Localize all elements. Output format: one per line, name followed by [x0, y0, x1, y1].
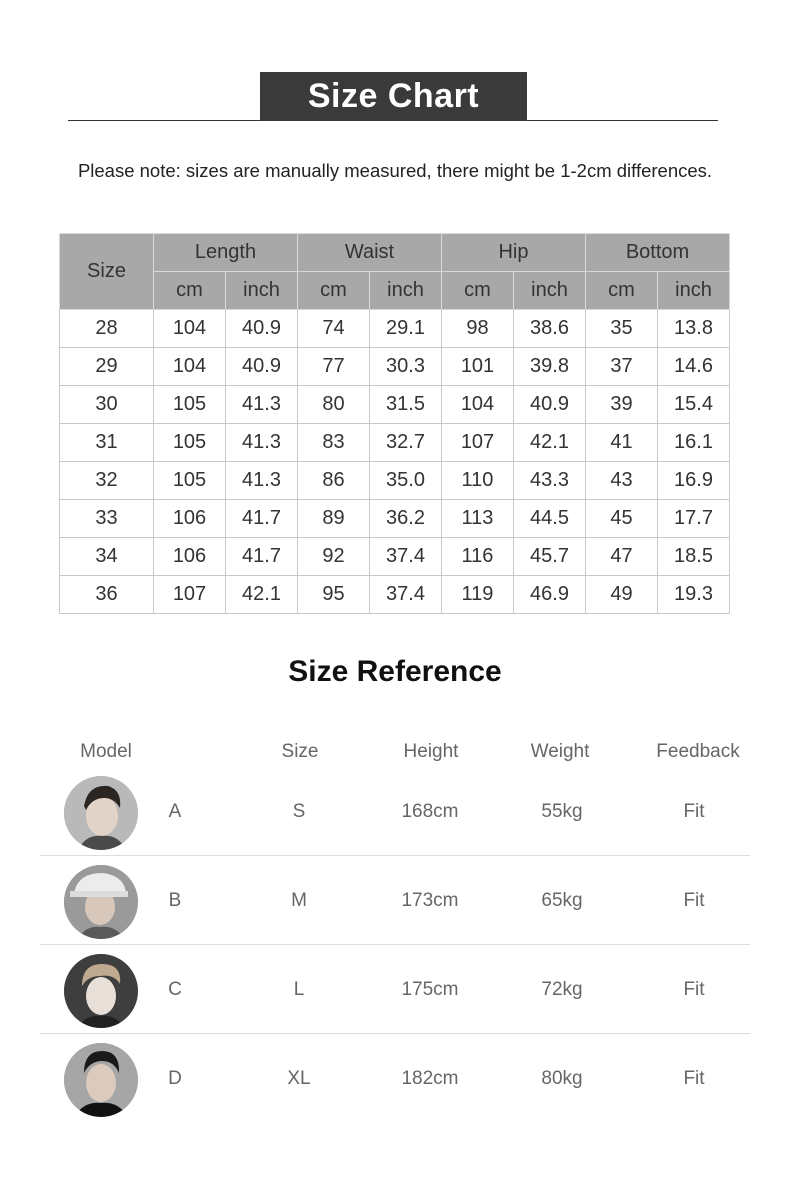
measurement-cell: 17.7	[658, 500, 730, 538]
table-row	[60, 462, 730, 500]
table-row	[60, 348, 730, 386]
measurement-cell: 116	[442, 538, 514, 576]
measurement-note: Please note: sizes are manually measured, there might be 1-2cm differences.	[77, 160, 713, 181]
measurement-cell: 43	[586, 462, 658, 500]
measurement-cell: 41.3	[226, 386, 298, 424]
measurement-cell: 104	[442, 386, 514, 424]
measurement-cell: 39	[586, 386, 658, 424]
size-chart-table	[59, 233, 730, 614]
measurement-cell: 16.1	[658, 424, 730, 462]
size-reference-title: Size Reference	[288, 655, 502, 688]
measurement-cell: 98	[442, 310, 514, 348]
table-row	[60, 310, 730, 348]
measurement-cell: 95	[298, 576, 370, 614]
measurement-cell: 42.1	[514, 424, 586, 462]
measurement-cell: 14.6	[658, 348, 730, 386]
measurement-cell: 92	[298, 538, 370, 576]
unit-header: inch	[370, 272, 442, 310]
size-cell: 33	[60, 500, 154, 538]
measurement-cell: 107	[154, 576, 226, 614]
model-size: M	[291, 890, 307, 911]
measurement-cell: 45.7	[514, 538, 586, 576]
model-label: B	[168, 890, 182, 911]
measurement-cell: 43.3	[514, 462, 586, 500]
model-height: 173cm	[401, 890, 459, 911]
unit-header: cm	[586, 272, 658, 310]
measurement-cell: 86	[298, 462, 370, 500]
model-photo	[64, 1043, 138, 1117]
measurement-cell: 119	[442, 576, 514, 614]
table-row	[60, 386, 730, 424]
measurement-cell: 38.6	[514, 310, 586, 348]
measurement-cell: 32.7	[370, 424, 442, 462]
model-height: 175cm	[401, 979, 459, 1000]
measurement-cell: 19.3	[658, 576, 730, 614]
measurement-cell: 74	[298, 310, 370, 348]
unit-header: cm	[442, 272, 514, 310]
measurement-cell: 37.4	[370, 538, 442, 576]
measurement-cell: 107	[442, 424, 514, 462]
model-weight: 72kg	[541, 979, 583, 1000]
measurement-cell: 13.8	[658, 310, 730, 348]
measurement-cell: 105	[154, 462, 226, 500]
model-weight: 65kg	[541, 890, 583, 911]
model-photo	[64, 865, 138, 939]
size-column-header: Size	[60, 234, 154, 310]
measurement-cell: 101	[442, 348, 514, 386]
measurement-cell: 35.0	[370, 462, 442, 500]
measurement-cell: 110	[442, 462, 514, 500]
model-size: XL	[287, 1068, 311, 1089]
measurement-cell: 37	[586, 348, 658, 386]
reference-row	[40, 1035, 750, 1123]
model-weight: 80kg	[541, 1068, 583, 1089]
size-cell: 30	[60, 386, 154, 424]
measurement-cell: 80	[298, 386, 370, 424]
measurement-cell: 30.3	[370, 348, 442, 386]
size-cell: 29	[60, 348, 154, 386]
model-label: D	[168, 1068, 182, 1089]
measurement-cell: 113	[442, 500, 514, 538]
size-cell: 32	[60, 462, 154, 500]
measurement-cell: 35	[586, 310, 658, 348]
size-cell: 31	[60, 424, 154, 462]
measurement-cell: 89	[298, 500, 370, 538]
measurement-cell: 40.9	[514, 386, 586, 424]
measurement-cell: 41.3	[226, 462, 298, 500]
model-weight: 55kg	[541, 801, 583, 822]
measurement-cell: 47	[586, 538, 658, 576]
model-feedback: Fit	[683, 1068, 705, 1089]
measurement-cell: 39.8	[514, 348, 586, 386]
measurement-cell: 77	[298, 348, 370, 386]
model-photo	[64, 776, 138, 850]
model-photo	[64, 954, 138, 1028]
header-height: Height	[403, 741, 459, 762]
measurement-cell: 41.7	[226, 538, 298, 576]
header-feedback: Feedback	[656, 741, 740, 762]
measurement-cell: 105	[154, 386, 226, 424]
measurement-cell: 105	[154, 424, 226, 462]
measurement-cell: 40.9	[226, 310, 298, 348]
measurement-cell: 49	[586, 576, 658, 614]
measurement-cell: 46.9	[514, 576, 586, 614]
measurement-cell: 104	[154, 310, 226, 348]
measurement-cell: 44.5	[514, 500, 586, 538]
measurement-cell: 41.3	[226, 424, 298, 462]
group-header-hip: Hip	[442, 234, 586, 272]
model-label: C	[168, 979, 182, 1000]
measurement-cell: 31.5	[370, 386, 442, 424]
unit-header: inch	[226, 272, 298, 310]
group-header-length: Length	[154, 234, 298, 272]
model-feedback: Fit	[683, 890, 705, 911]
measurement-cell: 16.9	[658, 462, 730, 500]
table-row	[60, 538, 730, 576]
size-cell: 34	[60, 538, 154, 576]
unit-header: cm	[154, 272, 226, 310]
measurement-cell: 106	[154, 500, 226, 538]
size-table-body	[60, 310, 730, 614]
model-size: S	[292, 801, 306, 822]
size-cell: 36	[60, 576, 154, 614]
table-row	[60, 500, 730, 538]
table-row	[60, 424, 730, 462]
row-divider	[40, 1033, 750, 1034]
header-model: Model	[80, 741, 132, 762]
model-feedback: Fit	[683, 979, 705, 1000]
measurement-cell: 29.1	[370, 310, 442, 348]
unit-header: inch	[514, 272, 586, 310]
model-height: 182cm	[401, 1068, 459, 1089]
page-title: Size Chart	[260, 72, 527, 121]
size-cell: 28	[60, 310, 154, 348]
row-divider	[40, 855, 750, 856]
measurement-cell: 106	[154, 538, 226, 576]
group-header-bottom: Bottom	[586, 234, 730, 272]
group-header-waist: Waist	[298, 234, 442, 272]
header-weight: Weight	[530, 741, 590, 762]
measurement-cell: 45	[586, 500, 658, 538]
model-label: A	[168, 801, 182, 822]
table-header-row	[60, 234, 730, 272]
measurement-cell: 104	[154, 348, 226, 386]
measurement-cell: 37.4	[370, 576, 442, 614]
model-feedback: Fit	[683, 801, 705, 822]
measurement-cell: 41	[586, 424, 658, 462]
reference-row	[40, 857, 750, 945]
measurement-cell: 36.2	[370, 500, 442, 538]
measurement-cell: 41.7	[226, 500, 298, 538]
model-height: 168cm	[401, 801, 459, 822]
header-size: Size	[281, 741, 319, 762]
table-row	[60, 576, 730, 614]
measurement-cell: 83	[298, 424, 370, 462]
measurement-cell: 18.5	[658, 538, 730, 576]
unit-header: inch	[658, 272, 730, 310]
reference-row	[40, 768, 750, 856]
measurement-cell: 40.9	[226, 348, 298, 386]
reference-row	[40, 946, 750, 1034]
model-size: L	[293, 979, 305, 1000]
measurement-cell: 15.4	[658, 386, 730, 424]
row-divider	[40, 944, 750, 945]
table-unit-row	[60, 272, 730, 310]
measurement-cell: 42.1	[226, 576, 298, 614]
unit-header: cm	[298, 272, 370, 310]
